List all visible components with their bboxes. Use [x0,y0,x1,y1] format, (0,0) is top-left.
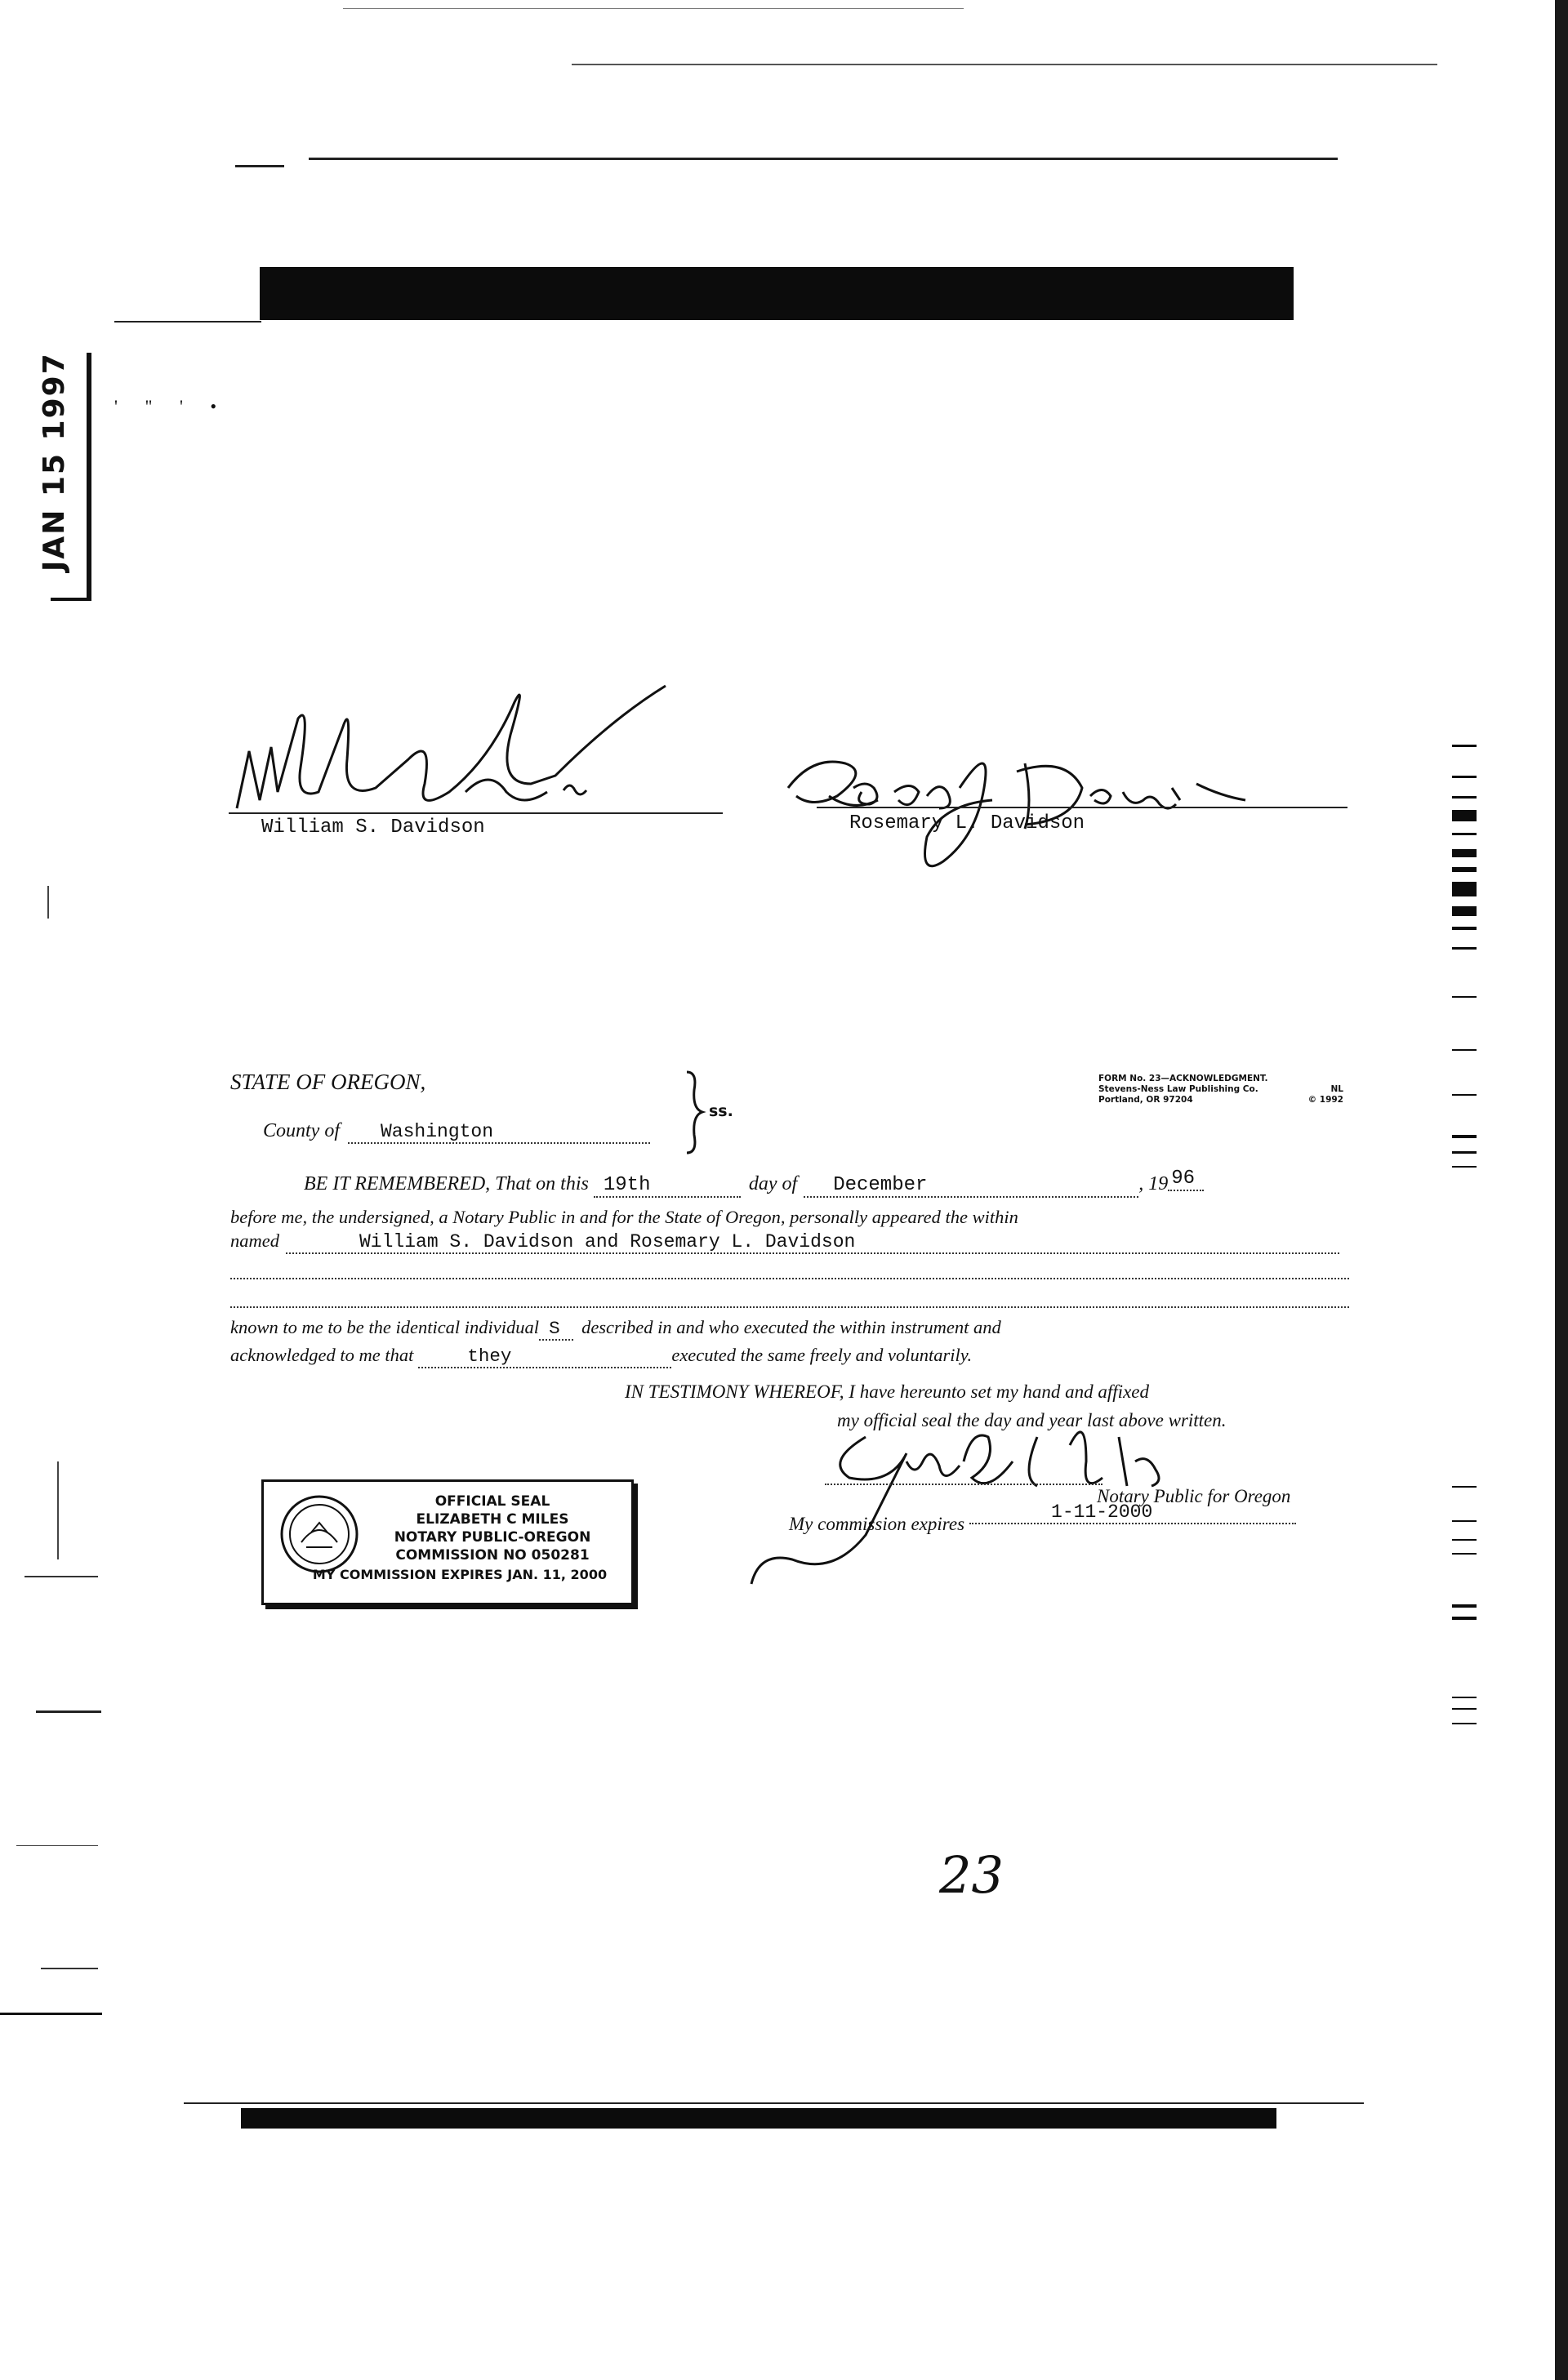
testimony-line-1: IN TESTIMONY WHEREOF, I have hereunto set my hand and affixed [625,1381,1149,1402]
blank-line-1 [230,1278,1349,1279]
top-scan-line-2 [572,64,1437,65]
they-value: they [418,1346,671,1368]
commission-label: My commission expires [789,1514,965,1534]
year-value: 96 [1168,1168,1204,1191]
county-brace [683,1070,707,1155]
acknowledged-label: acknowledged to me that [230,1345,414,1365]
remembered-line [304,1168,1204,1198]
commission-row [789,1501,1296,1537]
form-publisher-code: NL [1330,1084,1343,1094]
state-heading: STATE OF OREGON, [230,1070,426,1094]
seal-line-3: NOTARY PUBLIC-OREGON [394,1529,591,1546]
redaction-bar-top [260,267,1294,320]
ss-label: ss. [709,1102,733,1120]
stray-marks: ' " ' • [114,396,229,416]
day-value: 19th [594,1174,741,1198]
right-edge-border [1555,0,1568,2380]
executed-text: executed the same freely and voluntarily. [671,1345,973,1365]
signature-line-1 [229,812,723,814]
year-prefix: , 19 [1138,1173,1169,1194]
commission-value: 1-11-2000 [969,1501,1296,1524]
individual-suffix: S [539,1318,573,1341]
notary-signature-line [825,1484,1102,1485]
page-number: 23 [939,1845,1004,1905]
before-me-text: before me, the undersigned, a Notary Public in and for the State of Oregon, personally appeared the within [230,1207,1018,1227]
named-label: named [230,1230,279,1251]
left-edge-rule [114,321,261,323]
county-label: County of [263,1120,340,1141]
top-rule [309,158,1338,160]
bottom-rule [184,2102,1364,2104]
signer1-name: William S. Davidson [261,816,485,839]
official-seal-stamp [261,1479,634,1605]
known-text-1: known to me to be the identical individual [230,1317,540,1337]
acknowledged-row [230,1345,972,1368]
county-value: Washington [348,1121,650,1144]
received-date-stamp: JAN 15 1997 [38,352,71,572]
remembered-prefix: BE IT REMEMBERED, That on this [304,1173,589,1194]
signer2-name: Rosemary L. Davidson [849,812,1085,834]
form-location-row [1098,1095,1343,1105]
month-value: December [804,1174,1138,1198]
signature-william [220,670,694,816]
form-publisher: Stevens-Ness Law Publishing Co. [1098,1084,1258,1094]
form-number: FORM No. 23—ACKNOWLEDGMENT. [1098,1074,1268,1083]
redaction-bar-bottom [241,2108,1276,2129]
named-row [230,1230,1339,1254]
signature-line-2 [817,807,1348,808]
named-value: William S. Davidson and Rosemary L. Davidson [286,1231,1339,1254]
testimony-line-2: my official seal the day and year last above written. [837,1410,1227,1430]
known-text-2: described in and who executed the within instrument and [581,1317,1001,1337]
form-location: Portland, OR 97204 [1098,1095,1193,1105]
seal-line-4: COMMISSION NO 050281 [395,1547,590,1564]
form-header [1098,1074,1343,1105]
form-publisher-row [1098,1084,1343,1095]
oregon-seal-emblem [278,1493,360,1575]
known-row [230,1317,1349,1341]
left-short-rule [235,165,284,167]
blank-line-2 [230,1306,1349,1308]
day-of-label: day of [748,1173,798,1194]
seal-line-2: ELIZABETH C MILES [416,1511,569,1528]
county-row [263,1120,650,1144]
seal-line-5: MY COMMISSION EXPIRES JAN. 11, 2000 [312,1567,608,1582]
top-scan-line [343,8,964,9]
notary-label: Notary Public for Oregon [1097,1486,1291,1506]
seal-line-1: OFFICIAL SEAL [434,1493,550,1510]
form-copyright: © 1992 [1307,1095,1343,1105]
